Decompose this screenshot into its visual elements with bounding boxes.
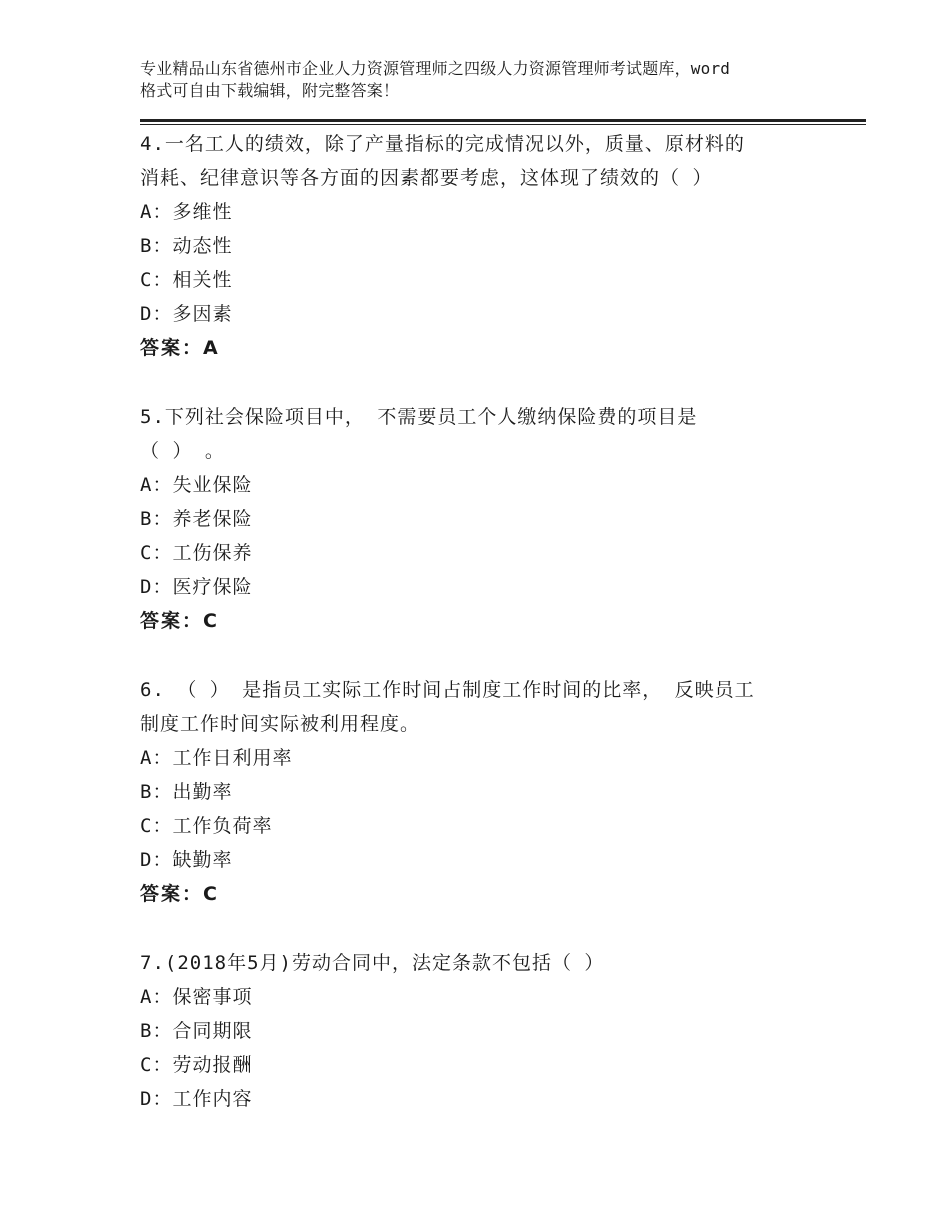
option-b: B：出勤率 (140, 781, 233, 803)
option-b: B：合同期限 (140, 1020, 253, 1042)
question-stem: 制度工作时间实际被利用程度。 (140, 713, 421, 735)
option-d: D：多因素 (140, 303, 233, 325)
option-d: D：缺勤率 (140, 849, 233, 871)
option-a: A：多维性 (140, 201, 233, 223)
question-block-6 (140, 673, 820, 911)
question-stem: 6. （ ） 是指员工实际工作时间占制度工作时间的比率， 反映员工 (140, 679, 755, 701)
option-b: B：动态性 (140, 235, 233, 257)
option-d: D：工作内容 (140, 1088, 253, 1110)
option-a: A：失业保险 (140, 474, 253, 496)
header-line-2: 格式可自由下载编辑，附完整答案！ (140, 81, 400, 100)
option-c: C：劳动报酬 (140, 1054, 253, 1076)
header-rule-thin (140, 124, 866, 125)
answer-label: 答案：C (140, 883, 219, 905)
question-stem: 7.(2018年5月)劳动合同中，法定条款不包括（ ） (140, 952, 605, 974)
option-c: C：相关性 (140, 269, 233, 291)
question-block-5 (140, 400, 820, 638)
question-stem: （ ） 。 (140, 440, 225, 462)
option-a: A：工作日利用率 (140, 747, 293, 769)
question-block-7 (140, 946, 820, 1116)
question-block-4 (140, 127, 820, 365)
answer-label: 答案：C (140, 610, 219, 632)
answer-label: 答案：A (140, 337, 220, 359)
question-stem: 5.下列社会保险项目中， 不需要员工个人缴纳保险费的项目是 (140, 406, 698, 428)
question-stem: 消耗、纪律意识等各方面的因素都要考虑，这体现了绩效的（ ） (140, 167, 713, 189)
header-line-1: 专业精品山东省德州市企业人力资源管理师之四级人力资源管理师考试题库，word (140, 59, 731, 78)
option-a: A：保密事项 (140, 986, 253, 1008)
header-rule-thick (140, 119, 866, 122)
option-c: C：工伤保养 (140, 542, 253, 564)
question-stem: 4.一名工人的绩效，除了产量指标的完成情况以外，质量、原材料的 (140, 133, 745, 155)
option-b: B：养老保险 (140, 508, 253, 530)
option-d: D：医疗保险 (140, 576, 253, 598)
document-header (140, 58, 840, 102)
option-c: C：工作负荷率 (140, 815, 273, 837)
